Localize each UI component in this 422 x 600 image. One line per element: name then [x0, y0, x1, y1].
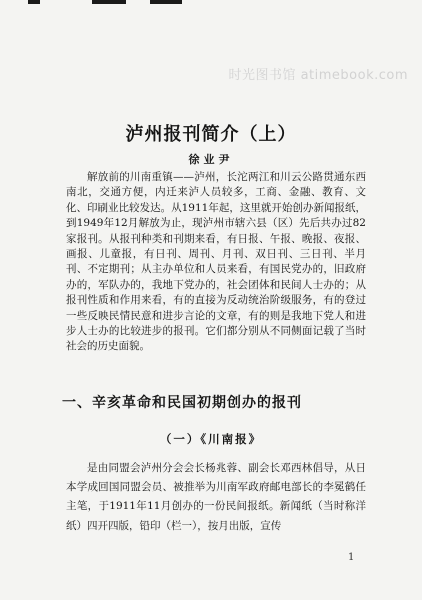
paragraph: 解放前的川南重镇——泸州，长沱两江和川云公路贯通东西南北，交通方便，内迁来泸人员较多，工商、金融、教育、文化、印刷业比较发达。从1911年起，这里就开始创办新闻报纸，到1949年12月解放为止，现泸州市辖六县（区）先后共办过82家报刊。从报刊种类和刊期来看，有日报、午报、晚报、夜报、画报、儿童报，有日刊、周刊、月刊、双日刊、三日刊、半月刊、不定期刊；从主办单位和人员来看，有国民党办的，旧政府办的，军队办的，我地下党办的，社会团体和民间人士办的；从报刊性质和作用来看，有的直接为反动统治阶级服务，有的登过一些反映民情民意和进步言论的文章，有的则是我地下党人和进步人士办的比较进步的报刊。它们都分别从不同侧面记载了当时社会的历史面貌。	[66, 171, 366, 353]
scan-edge-bar	[150, 0, 182, 4]
intro-text	[66, 170, 366, 355]
scan-edge-bar	[92, 0, 126, 4]
paragraph: 是由同盟会泸州分会会长杨兆蓉、副会长邓西林倡导，从日本学成回国同盟会员、被推举为川南军政府邮电部长的李冕鹤任主笔，于1911年11月创办的一份民间报纸。新闻纸（当时称洋纸）四开四版，铅印（栏一），按月出版，宣传	[66, 462, 366, 532]
section-text	[66, 459, 366, 536]
sub-heading: （一）《川南报》	[159, 432, 263, 446]
author-name: 徐业尹	[188, 153, 234, 166]
scan-edge-bar	[28, 0, 40, 4]
section-heading: 一、辛亥革命和民国初期创办的报刊	[62, 395, 302, 411]
page-number: 1	[348, 552, 355, 563]
watermark: 时光图书馆 atimebook.com	[228, 68, 408, 83]
page-title: 泸州报刊简介（上）	[125, 124, 297, 145]
